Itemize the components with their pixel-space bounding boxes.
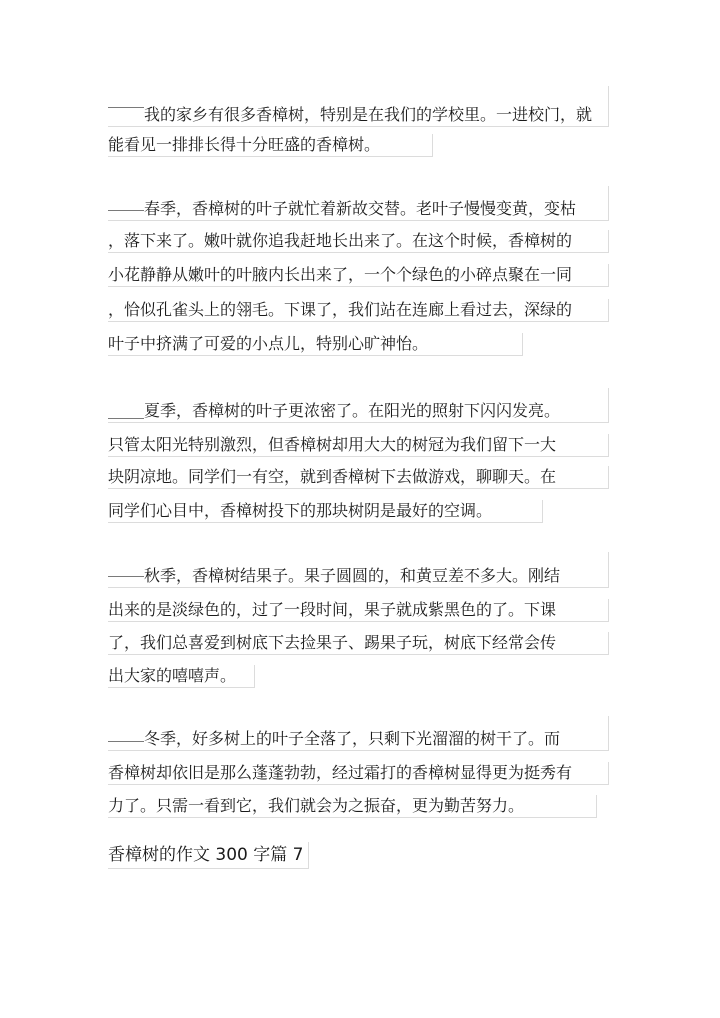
paragraph-5-line-1: 冬季，好多树上的叶子全落了，只剩下光溜溜的树干了。而 xyxy=(108,728,609,751)
heading-word-count: 300 xyxy=(215,845,248,865)
paragraph-2-line-3: 小花静静从嫩叶的叶腋内长出来了，一个个绿色的小碎点聚在一同 xyxy=(108,264,609,287)
paragraph-1-line-1: 我的家乡有很多香樟树，特别是在我们的学校里。一进校门，就 xyxy=(108,104,609,127)
heading-title-part-1: 香樟树的作文 xyxy=(108,845,210,865)
paragraph-1-line-2: 能看见一排排长得十分旺盛的香樟树。 xyxy=(108,134,433,157)
paragraph-5-line-3: 力了。只需一看到它，我们就会为之振奋，更为勤苦努力。 xyxy=(108,795,597,818)
heading-index: 7 xyxy=(292,845,304,865)
margin-tick xyxy=(608,186,609,204)
paragraph-4-line-3: 了，我们总喜爱到树底下去捡果子、踢果子玩，树底下经常会传 xyxy=(108,632,609,655)
margin-tick xyxy=(608,716,609,734)
paragraph-2-line-2: ，落下来了。嫩叶就你追我赶地长出来了。在这个时候，香樟树的 xyxy=(108,230,609,253)
paragraph-2-line-5: 叶子中挤满了可爱的小点儿，特别心旷神怡。 xyxy=(108,333,523,356)
margin-tick xyxy=(608,388,609,406)
section-heading xyxy=(108,842,309,869)
paragraph-4-line-4: 出大家的嘻嘻声。 xyxy=(108,665,255,688)
paragraph-2-line-4: ，恰似孔雀头上的翎毛。下课了，我们站在连廊上看过去，深绿的 xyxy=(108,299,609,322)
heading-title-part-2: 字篇 xyxy=(253,845,288,865)
paragraph-3-line-1: 夏季，香樟树的叶子更浓密了。在阳光的照射下闪闪发亮。 xyxy=(108,400,609,423)
paragraph-3-line-2: 只管太阳光特别激烈，但香樟树却用大大的树冠为我们留下一大 xyxy=(108,434,609,457)
margin-tick xyxy=(608,86,609,104)
paragraph-4-line-2: 出来的是淡绿色的，过了一段时间，果子就成紫黑色的了。下课 xyxy=(108,599,609,622)
margin-tick xyxy=(608,552,609,570)
paragraph-3-line-4: 同学们心目中，香樟树投下的那块树阴是最好的空调。 xyxy=(108,500,543,523)
paragraph-2-line-1: 春季，香樟树的叶子就忙着新故交替。老叶子慢慢变黄，变枯 xyxy=(108,198,609,221)
paragraph-4-line-1: 秋季，香樟树结果子。果子圆圆的，和黄豆差不多大。刚结 xyxy=(108,565,609,588)
paragraph-5-line-2: 香樟树却依旧是那么蓬蓬勃勃，经过霜打的香樟树显得更为挺秀有 xyxy=(108,762,609,785)
paragraph-3-line-3: 块阴凉地。同学们一有空，就到香樟树下去做游戏，聊聊天。在 xyxy=(108,466,609,489)
